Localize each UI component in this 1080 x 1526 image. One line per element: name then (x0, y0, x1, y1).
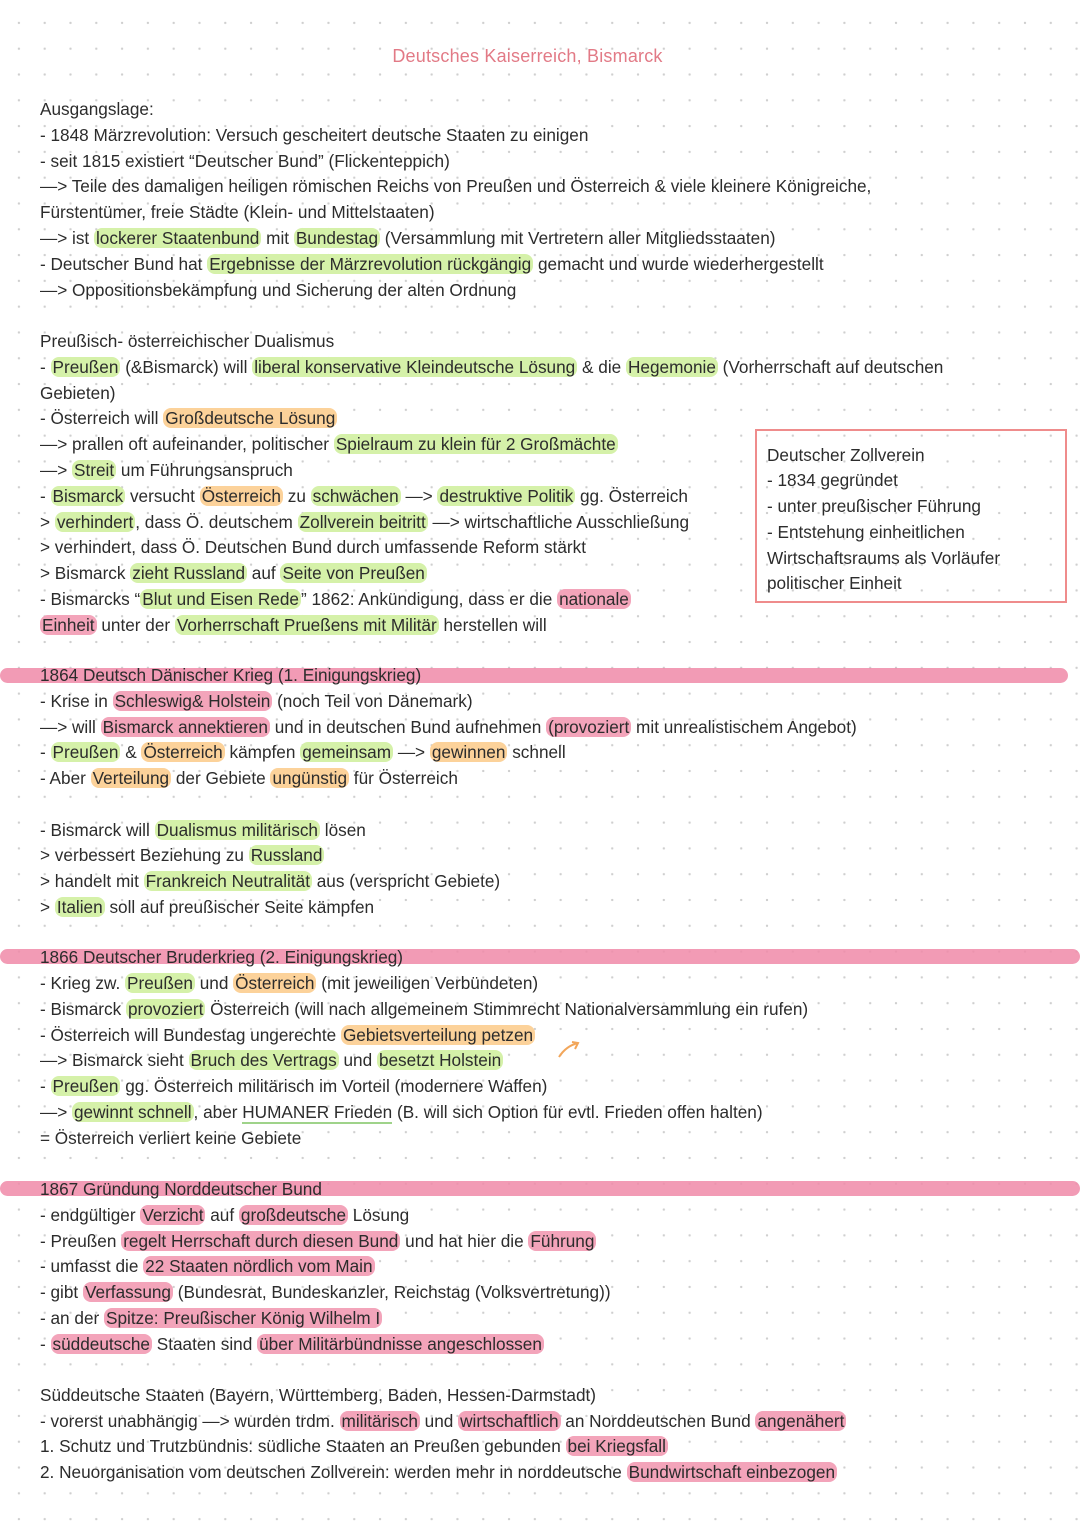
note-line: - Österreich will Bundestag ungerechte Gebietsverteilung petzen (40, 1025, 534, 1045)
highlight: militärisch (341, 1411, 418, 1431)
note-line: - Bismarcks “ Blut und Eisen Rede ” 1862: Ankündigung, dass er die nationale (40, 589, 629, 609)
note-line: —> ist lockerer Staatenbund mit Bundestag (Versammlung mit Vertretern aller Mitgliedsstaaten) (40, 228, 776, 248)
highlight: Verzicht (142, 1205, 204, 1225)
note-line: - Bismarck provoziert Österreich (will nach allgemeinem Stimmrecht Nationalversammlung ein rufen) (40, 999, 809, 1019)
note-line: - Krieg zw. Preußen und Österreich (mit jeweiligen Verbündeten) (40, 973, 539, 993)
note-line: - gibt Verfassung (Bundesrat, Bundeskanzler, Reichstag (Volksvertretung)) (40, 1282, 611, 1302)
highlight: besetzt Holstein (378, 1050, 502, 1070)
underlined-text: HUMANER Frieden (242, 1102, 393, 1122)
note-line: —> Streit um Führungsanspruch (40, 460, 293, 480)
highlight: Preußen (52, 742, 119, 762)
note-line: —> will Bismarck annektieren und in deutschen Bund aufnehmen (provoziert mit unrealistischem Angebot) (40, 717, 857, 737)
box-line: - 1834 gegründet (767, 470, 898, 490)
note-line: - Bismarck versucht Österreich zu schwächen —> destruktive Politik gg. Österreich (40, 486, 688, 506)
highlight: Vorherrschaft Prueßens mit Militär (176, 615, 437, 635)
note-line: - Österreich will Großdeutsche Lösung (40, 408, 336, 428)
highlight: provoziert (127, 999, 204, 1019)
box-title: Deutscher Zollverein (767, 445, 925, 465)
note-line: - Preußen & Österreich kämpfen gemeinsam —> gewinnen schnell (40, 742, 566, 762)
highlight: süddeutsche (52, 1334, 150, 1354)
highlight: großdeutsche (240, 1205, 347, 1225)
highlight: Bundwirtschaft einbezogen (628, 1462, 836, 1482)
note-line: —> Oppositionsbekämpfung und Sicherung der alten Ordnung (40, 280, 517, 300)
note-line: > verhindert , dass Ö. deutschem Zollverein beitritt —> wirtschaftliche Ausschließung (40, 512, 690, 532)
highlight: Gebietsverteilung petzen (342, 1025, 534, 1045)
box-line: - unter preußischer Führung (767, 496, 981, 516)
note-line: 1. Schutz und Trutzbündnis: südliche Staaten an Preußen gebunden bei Kriegsfall (40, 1436, 666, 1456)
note-line: Fürstentümer, freie Städte (Klein- und Mittelstaaten) (40, 202, 435, 222)
highlight: nationale (559, 589, 629, 609)
note-line: - Preußen (&Bismarck) will liberal konservative Kleindeutsche Lösung & die Hegemonie (Vorherrschaft auf deutschen (40, 357, 944, 377)
note-line: > Italien soll auf preußischer Seite kämpfen (40, 897, 375, 917)
highlight: Zollverein beitritt (299, 512, 426, 532)
highlight: zieht Russland (132, 563, 245, 583)
highlight: Hegemonie (627, 357, 716, 377)
note-line: —> Bismarck sieht Bruch des Vertrags und besetzt Holstein (40, 1050, 502, 1070)
note-line: - Krise in Schleswig& Holstein (noch Teil von Dänemark) (40, 691, 473, 711)
highlight: verhindert (56, 512, 134, 532)
note-line: - umfasst die 22 Staaten nördlich vom Main (40, 1256, 373, 1276)
highlight: ungünstig (272, 768, 348, 788)
highlight: wirtschaftlich (460, 1411, 559, 1431)
box-line: - Entstehung einheitlichen (767, 522, 965, 542)
highlight: regelt Herrschaft durch diesen Bund (123, 1231, 399, 1251)
box-line: Wirtschaftsraums als Vorläufer (767, 548, 1001, 568)
highlight: destruktive Politik (439, 486, 574, 506)
highlight: gewinnt schnell (74, 1102, 192, 1122)
note-line: - 1848 Märzrevolution: Versuch gescheitert deutsche Staaten zu einigen (40, 125, 589, 145)
curved-arrow-icon (556, 1040, 582, 1060)
highlight: Großdeutsche Lösung (165, 408, 336, 428)
note-line: Gebieten) (40, 383, 116, 403)
heading-ausgangslage: Ausgangslage: (40, 99, 154, 119)
note-line: Einheit unter der Vorherrschaft Prueßens mit Militär herstellen will (42, 615, 547, 635)
note-line: - Deutscher Bund hat Ergebnisse der Märzrevolution rückgängig gemacht und wurde wiederhergestellt (40, 254, 824, 274)
note-line: - süddeutsche Staaten sind über Militärbündnisse angeschlossen (40, 1334, 542, 1354)
heading-dualismus: Preußisch- österreichischer Dualismus (40, 331, 335, 351)
highlight: Dualismus militärisch (156, 820, 318, 840)
highlight: Preußen (127, 973, 193, 993)
note-line: - Preußen regelt Herrschaft durch diesen Bund und hat hier die Führung (40, 1231, 595, 1251)
heading-1867: 1867 Gründung Norddeutscher Bund (40, 1179, 322, 1199)
highlight: Preußen (52, 357, 119, 377)
heading-sueddeutsche-staaten: Süddeutsche Staaten (Bayern, Württemberg, Baden, Hessen-Darmstadt) (40, 1385, 597, 1405)
note-line: - Bismarck will Dualismus militärisch lösen (40, 820, 366, 840)
highlight: 22 Staaten nördlich vom Main (145, 1256, 373, 1276)
note-line: —> prallen oft aufeinander, politischer Spielraum zu klein für 2 Großmächte (40, 434, 616, 454)
highlight: Bundestag (295, 228, 379, 248)
note-line: - Aber Verteilung der Gebiete ungünstig für Österreich (40, 768, 458, 788)
heading-1864: 1864 Deutsch Dänischer Krieg (1. Einigungskrieg) (40, 665, 422, 685)
note-line: > handelt mit Frankreich Neutralität aus (verspricht Gebiete) (40, 871, 501, 891)
highlight: gemeinsam (302, 742, 392, 762)
highlight: Führung (530, 1231, 595, 1251)
highlight: Streit (74, 460, 115, 480)
note-line: - endgültiger Verzicht auf großdeutsche Lösung (40, 1205, 410, 1225)
highlight: liberal konservative Kleindeutsche Lösung (254, 357, 576, 377)
highlight: Ergebnisse der Märzrevolution rückgängig (209, 254, 532, 274)
highlight: lockerer Staatenbund (95, 228, 260, 248)
highlight: Schleswig& Holstein (114, 691, 271, 711)
highlight: Seite von Preußen (282, 563, 425, 583)
highlight: Italien (56, 897, 103, 917)
highlight: Blut und Eisen Rede (142, 589, 299, 609)
highlight: Preußen (52, 1076, 119, 1096)
highlight: Österreich (143, 742, 223, 762)
highlight: schwächen (312, 486, 399, 506)
highlight: Russland (250, 845, 323, 865)
highlight: Spitze: Preußischer König Wilhelm I (106, 1308, 381, 1328)
highlight: Bruch des Vertrags (190, 1050, 337, 1070)
heading-1866: 1866 Deutscher Bruderkrieg (2. Einigungskrieg) (40, 947, 404, 967)
note-line: > Bismarck zieht Russland auf Seite von Preußen (40, 563, 425, 583)
highlight: Österreich (201, 486, 281, 506)
note-line: = Österreich verliert keine Gebiete (40, 1128, 302, 1148)
highlight: bei Kriegsfall (567, 1436, 666, 1456)
note-line: - vorerst unabhängig —> wurden trdm. militärisch und wirtschaftlich an Norddeutschen Bund angenähert (40, 1411, 845, 1431)
note-line: > verbessert Beziehung zu Russland (40, 845, 323, 865)
highlight: Frankreich Neutralität (145, 871, 310, 891)
highlight: (provoziert (548, 717, 630, 737)
note-line: - an der Spitze: Preußischer König Wilhelm I (40, 1308, 381, 1328)
highlight: Spielraum zu klein für 2 Großmächte (335, 434, 616, 454)
box-line: politischer Einheit (767, 573, 902, 593)
highlight: Verfassung (85, 1282, 171, 1302)
page-title: Deutsches Kaiserreich, Bismarck (392, 46, 663, 66)
note-line: 2. Neuorganisation vom deutschen Zollverein: werden mehr in norddeutsche Bundwirtschaft einbezogen (40, 1462, 836, 1482)
highlight: Verteilung (92, 768, 170, 788)
highlight: Einheit (42, 615, 95, 635)
highlight: Bismarck annektieren (102, 717, 268, 737)
note-line: —> Teile des damaligen heiligen römischen Reichs von Preußen und Österreich & viele kleinere Königreiche, (40, 176, 872, 196)
highlight: gewinnen (431, 742, 506, 762)
zollverein-box (755, 429, 1067, 603)
note-line: —> gewinnt schnell , aber HUMANER Frieden (B. will sich Option für evtl. Frieden offen halten) (40, 1102, 763, 1122)
highlight: über Militärbündnisse angeschlossen (259, 1334, 542, 1354)
highlight: Österreich (235, 973, 315, 993)
highlight: Bismarck (52, 486, 124, 506)
note-line: > verhindert, dass Ö. Deutschen Bund durch umfassende Reform stärkt (40, 537, 586, 557)
highlight: angenähert (757, 1411, 845, 1431)
note-line: - Preußen gg. Österreich militärisch im Vorteil (modernere Waffen) (40, 1076, 548, 1096)
note-line: - seit 1815 existiert “Deutscher Bund” (Flickenteppich) (40, 151, 450, 171)
